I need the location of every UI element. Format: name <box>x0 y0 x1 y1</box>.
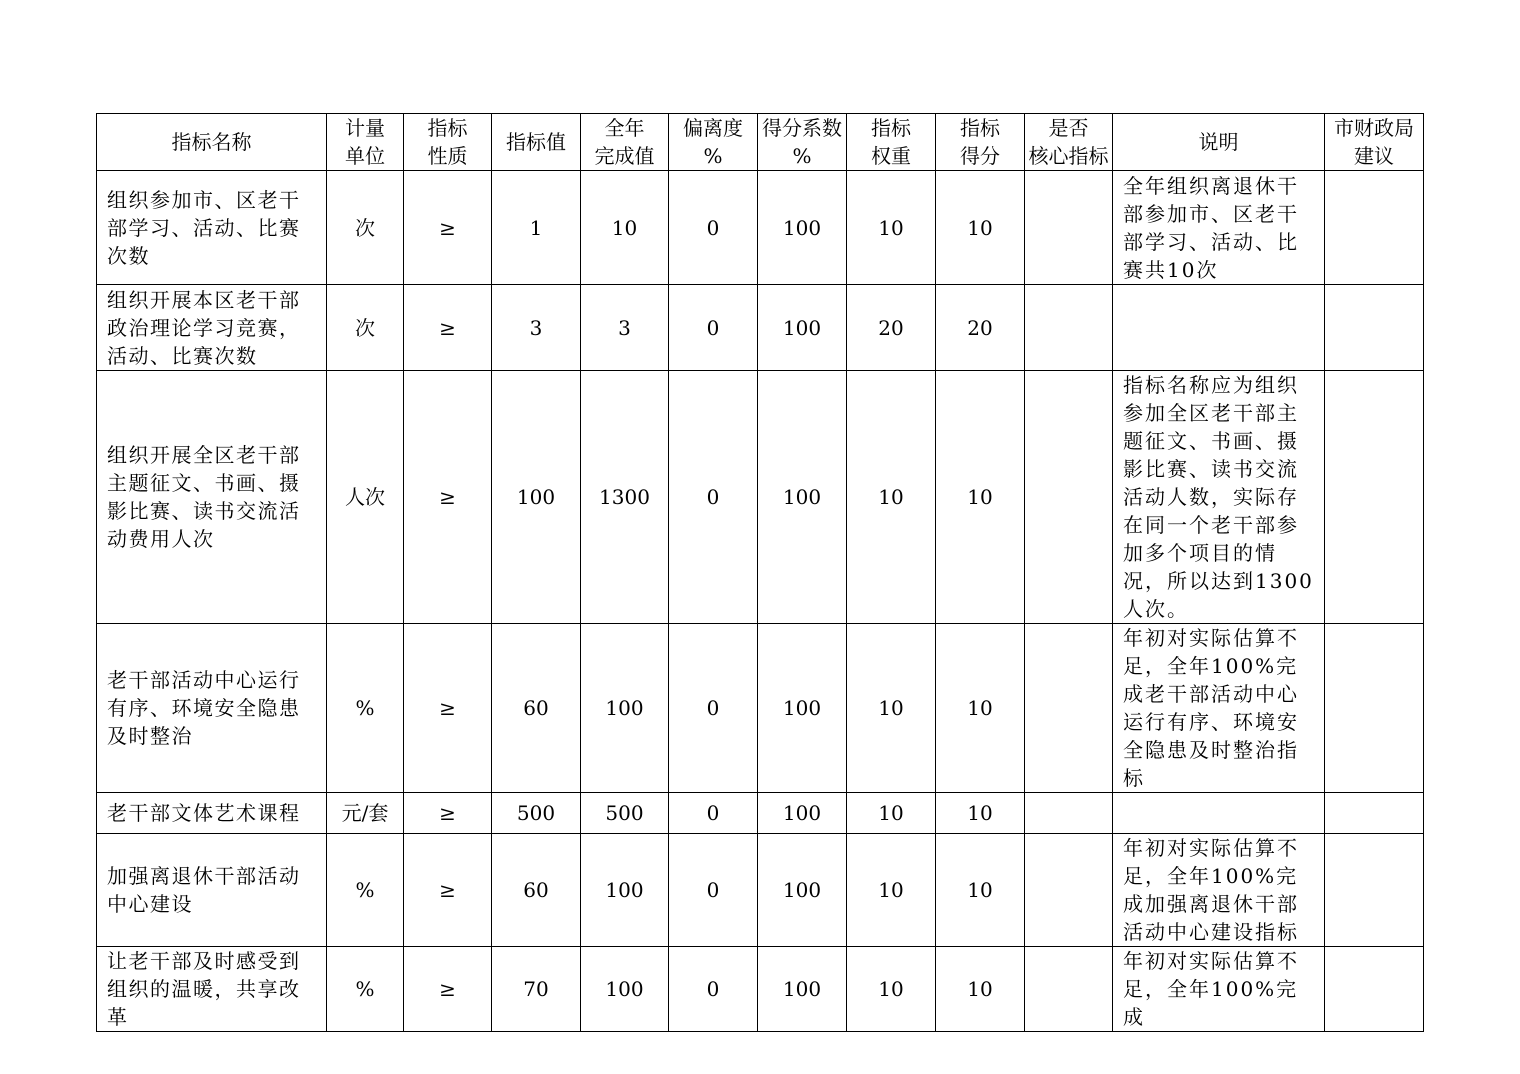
note-cell <box>1113 793 1325 834</box>
coefficient-cell: 100 <box>758 371 847 624</box>
advice-cell <box>1325 371 1424 624</box>
table-row <box>97 793 1424 834</box>
score-cell: 10 <box>936 624 1025 793</box>
table-row <box>97 285 1424 371</box>
advice-cell <box>1325 793 1424 834</box>
unit-cell: 人次 <box>327 371 404 624</box>
table-row <box>97 947 1424 1032</box>
header-note: 说明 <box>1113 114 1325 171</box>
table-row <box>97 371 1424 624</box>
target-cell: 70 <box>492 947 581 1032</box>
advice-cell <box>1325 171 1424 285</box>
deviation-cell: 0 <box>669 285 758 371</box>
unit-cell: % <box>327 624 404 793</box>
core-cell <box>1025 834 1113 947</box>
unit-cell: % <box>327 834 404 947</box>
header-score: 指标 得分 <box>936 114 1025 171</box>
header-unit: 计量 单位 <box>327 114 404 171</box>
note-cell: 年初对实际估算不足，全年100%完成 <box>1113 947 1325 1032</box>
score-cell: 10 <box>936 371 1025 624</box>
core-cell <box>1025 171 1113 285</box>
weight-cell: 10 <box>847 171 936 285</box>
header-deviation: 偏离度 % <box>669 114 758 171</box>
indicator-name-cell: 让老干部及时感受到组织的温暖，共享改革 <box>97 947 327 1032</box>
target-cell: 100 <box>492 371 581 624</box>
target-cell: 3 <box>492 285 581 371</box>
target-cell: 60 <box>492 834 581 947</box>
actual-cell: 100 <box>581 947 669 1032</box>
nature-cell: ≥ <box>404 285 492 371</box>
header-row <box>97 114 1424 171</box>
coefficient-cell: 100 <box>758 171 847 285</box>
weight-cell: 10 <box>847 834 936 947</box>
unit-cell: 次 <box>327 285 404 371</box>
coefficient-cell: 100 <box>758 947 847 1032</box>
score-cell: 10 <box>936 834 1025 947</box>
weight-cell: 10 <box>847 947 936 1032</box>
actual-cell: 100 <box>581 624 669 793</box>
actual-cell: 1300 <box>581 371 669 624</box>
advice-cell <box>1325 624 1424 793</box>
note-cell <box>1113 285 1325 371</box>
indicator-name-cell: 组织参加市、区老干部学习、活动、比赛次数 <box>97 171 327 285</box>
score-cell: 20 <box>936 285 1025 371</box>
deviation-cell: 0 <box>669 834 758 947</box>
note-cell: 指标名称应为组织参加全区老干部主题征文、书画、摄影比赛、读书交流活动人数，实际存在同一个老干部参加多个项目的情况，所以达到1300人次。 <box>1113 371 1325 624</box>
coefficient-cell: 100 <box>758 834 847 947</box>
actual-cell: 3 <box>581 285 669 371</box>
actual-cell: 100 <box>581 834 669 947</box>
indicator-name-cell: 组织开展本区老干部政治理论学习竞赛，活动、比赛次数 <box>97 285 327 371</box>
nature-cell: ≥ <box>404 947 492 1032</box>
header-weight: 指标 权重 <box>847 114 936 171</box>
target-cell: 60 <box>492 624 581 793</box>
deviation-cell: 0 <box>669 947 758 1032</box>
advice-cell <box>1325 834 1424 947</box>
unit-cell: % <box>327 947 404 1032</box>
target-cell: 500 <box>492 793 581 834</box>
score-cell: 10 <box>936 793 1025 834</box>
unit-cell: 元/套 <box>327 793 404 834</box>
header-indicator-name: 指标名称 <box>97 114 327 171</box>
deviation-cell: 0 <box>669 624 758 793</box>
indicator-name-cell: 组织开展全区老干部主题征文、书画、摄影比赛、读书交流活动费用人次 <box>97 371 327 624</box>
core-cell <box>1025 371 1113 624</box>
actual-cell: 10 <box>581 171 669 285</box>
core-cell <box>1025 624 1113 793</box>
header-actual-value: 全年 完成值 <box>581 114 669 171</box>
weight-cell: 10 <box>847 371 936 624</box>
nature-cell: ≥ <box>404 834 492 947</box>
header-core-indicator: 是否 核心指标 <box>1025 114 1113 171</box>
weight-cell: 20 <box>847 285 936 371</box>
weight-cell: 10 <box>847 793 936 834</box>
note-cell: 全年组织离退休干部参加市、区老干部学习、活动、比赛共10次 <box>1113 171 1325 285</box>
advice-cell <box>1325 285 1424 371</box>
table-row <box>97 834 1424 947</box>
indicator-name-cell: 加强离退休干部活动中心建设 <box>97 834 327 947</box>
deviation-cell: 0 <box>669 793 758 834</box>
performance-indicator-table <box>96 113 1424 1032</box>
actual-cell: 500 <box>581 793 669 834</box>
core-cell <box>1025 793 1113 834</box>
score-cell: 10 <box>936 171 1025 285</box>
note-cell: 年初对实际估算不足，全年100%完成加强离退休干部活动中心建设指标 <box>1113 834 1325 947</box>
note-cell: 年初对实际估算不足，全年100%完成老干部活动中心运行有序、环境安全隐患及时整治指标 <box>1113 624 1325 793</box>
nature-cell: ≥ <box>404 793 492 834</box>
indicator-name-cell: 老干部活动中心运行有序、环境安全隐患及时整治 <box>97 624 327 793</box>
nature-cell: ≥ <box>404 624 492 793</box>
header-target-value: 指标值 <box>492 114 581 171</box>
coefficient-cell: 100 <box>758 285 847 371</box>
header-score-coefficient: 得分系数 % <box>758 114 847 171</box>
target-cell: 1 <box>492 171 581 285</box>
header-finance-advice: 市财政局 建议 <box>1325 114 1424 171</box>
indicator-name-cell: 老干部文体艺术课程 <box>97 793 327 834</box>
core-cell <box>1025 285 1113 371</box>
nature-cell: ≥ <box>404 171 492 285</box>
advice-cell <box>1325 947 1424 1032</box>
deviation-cell: 0 <box>669 371 758 624</box>
header-nature: 指标 性质 <box>404 114 492 171</box>
coefficient-cell: 100 <box>758 793 847 834</box>
weight-cell: 10 <box>847 624 936 793</box>
table-row <box>97 624 1424 793</box>
table-row <box>97 171 1424 285</box>
core-cell <box>1025 947 1113 1032</box>
score-cell: 10 <box>936 947 1025 1032</box>
coefficient-cell: 100 <box>758 624 847 793</box>
unit-cell: 次 <box>327 171 404 285</box>
deviation-cell: 0 <box>669 171 758 285</box>
nature-cell: ≥ <box>404 371 492 624</box>
